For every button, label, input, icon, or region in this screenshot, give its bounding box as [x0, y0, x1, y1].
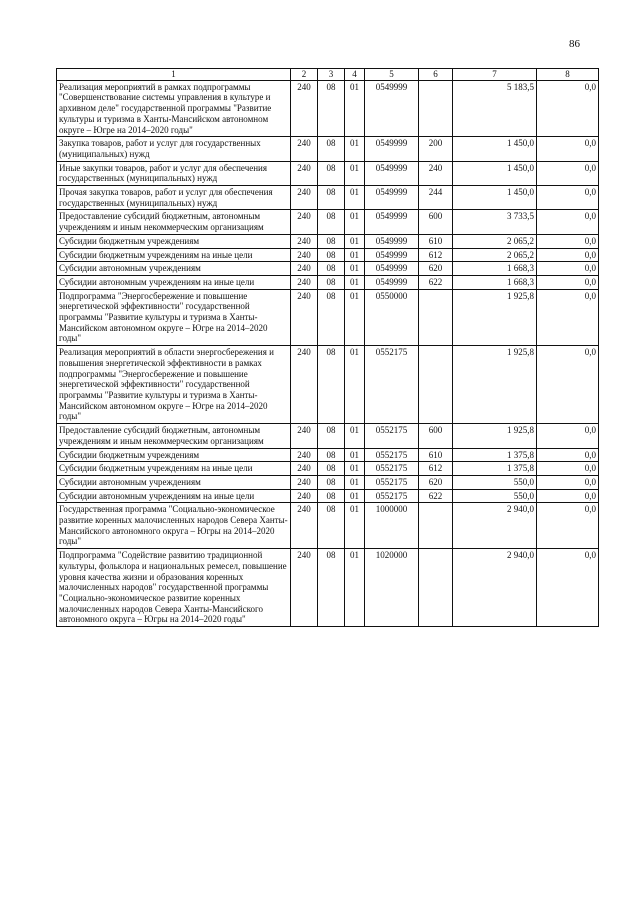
ministry-code-cell: 240 — [291, 289, 318, 346]
expense-type-cell — [419, 80, 453, 137]
target-article-cell: 0552175 — [365, 489, 419, 503]
amount-year-1-cell: 1 450,0 — [453, 161, 537, 185]
section-code-cell: 08 — [318, 186, 345, 210]
expense-type-cell — [419, 346, 453, 424]
subsection-code-cell: 01 — [345, 346, 365, 424]
table-row — [57, 424, 599, 448]
ministry-code-cell: 240 — [291, 80, 318, 137]
target-article-cell: 0549999 — [365, 137, 419, 161]
col-header-4: 4 — [345, 69, 365, 81]
section-code-cell: 08 — [318, 210, 345, 234]
ministry-code-cell: 240 — [291, 475, 318, 489]
table-row — [57, 210, 599, 234]
subsection-code-cell: 01 — [345, 248, 365, 262]
table-row — [57, 448, 599, 462]
ministry-code-cell: 240 — [291, 161, 318, 185]
budget-table — [56, 68, 599, 627]
expense-type-cell: 622 — [419, 489, 453, 503]
ministry-code-cell: 240 — [291, 186, 318, 210]
section-code-cell: 08 — [318, 503, 345, 549]
section-code-cell: 08 — [318, 248, 345, 262]
expense-type-cell: 610 — [419, 234, 453, 248]
row-name-cell: Реализация мероприятий в области энергосбережения и повышения энергетической эффективности в рамках подпрограммы "Энергосбережение и повышение энергетической эффективности" государственной программы "Развитие культуры и туризма в Ханты-Мансийском автономном округе – Югре на 2014–2020 годы" — [57, 346, 291, 424]
amount-year-2-cell: 0,0 — [537, 503, 599, 549]
row-name-cell: Иные закупки товаров, работ и услуг для обеспечения государственных (муниципальных) нужд — [57, 161, 291, 185]
ministry-code-cell: 240 — [291, 462, 318, 476]
table-row — [57, 262, 599, 276]
row-name-cell: Субсидии автономным учреждениям на иные цели — [57, 275, 291, 289]
section-code-cell: 08 — [318, 462, 345, 476]
amount-year-2-cell: 0,0 — [537, 549, 599, 627]
subsection-code-cell: 01 — [345, 503, 365, 549]
section-code-cell: 08 — [318, 289, 345, 346]
expense-type-cell — [419, 503, 453, 549]
subsection-code-cell: 01 — [345, 424, 365, 448]
amount-year-1-cell: 2 940,0 — [453, 503, 537, 549]
table-row — [57, 137, 599, 161]
amount-year-2-cell: 0,0 — [537, 186, 599, 210]
subsection-code-cell: 01 — [345, 475, 365, 489]
amount-year-2-cell: 0,0 — [537, 346, 599, 424]
subsection-code-cell: 01 — [345, 489, 365, 503]
target-article-cell: 0550000 — [365, 289, 419, 346]
target-article-cell: 0549999 — [365, 275, 419, 289]
table-row — [57, 462, 599, 476]
amount-year-2-cell: 0,0 — [537, 161, 599, 185]
table-row — [57, 186, 599, 210]
amount-year-2-cell: 0,0 — [537, 248, 599, 262]
table-row — [57, 549, 599, 627]
row-name-cell: Подпрограмма "Содействие развитию традиционной культуры, фольклора и национальных ремесел, повышение уровня качества жизни и образования коренных малочисленных народов" государственной программы "Социально-экономическое развитие коренных малочисленных народов Севера Ханты-Мансийского автономного округа – Югры на 2014–2020 годы" — [57, 549, 291, 627]
amount-year-1-cell: 1 450,0 — [453, 186, 537, 210]
target-article-cell: 0549999 — [365, 161, 419, 185]
target-article-cell: 0552175 — [365, 475, 419, 489]
col-header-1: 1 — [57, 69, 291, 81]
expense-type-cell: 620 — [419, 475, 453, 489]
amount-year-1-cell: 550,0 — [453, 475, 537, 489]
target-article-cell: 0549999 — [365, 248, 419, 262]
target-article-cell: 0552175 — [365, 448, 419, 462]
table-row — [57, 503, 599, 549]
row-name-cell: Государственная программа "Социально-экономическое развитие коренных малочисленных народов Севера Ханты-Мансийского автономного округа – Югры на 2014–2020 годы" — [57, 503, 291, 549]
amount-year-2-cell: 0,0 — [537, 448, 599, 462]
section-code-cell: 08 — [318, 275, 345, 289]
expense-type-cell: 622 — [419, 275, 453, 289]
row-name-cell: Субсидии бюджетным учреждениям на иные цели — [57, 462, 291, 476]
expense-type-cell: 600 — [419, 210, 453, 234]
subsection-code-cell: 01 — [345, 549, 365, 627]
table-row — [57, 489, 599, 503]
col-header-5: 5 — [365, 69, 419, 81]
ministry-code-cell: 240 — [291, 489, 318, 503]
row-name-cell: Субсидии автономным учреждениям — [57, 475, 291, 489]
section-code-cell: 08 — [318, 137, 345, 161]
subsection-code-cell: 01 — [345, 289, 365, 346]
section-code-cell: 08 — [318, 549, 345, 627]
expense-type-cell: 244 — [419, 186, 453, 210]
amount-year-1-cell: 1 375,8 — [453, 462, 537, 476]
expense-type-cell: 240 — [419, 161, 453, 185]
expense-type-cell: 600 — [419, 424, 453, 448]
amount-year-1-cell: 550,0 — [453, 489, 537, 503]
section-code-cell: 08 — [318, 161, 345, 185]
target-article-cell: 0549999 — [365, 210, 419, 234]
section-code-cell: 08 — [318, 262, 345, 276]
ministry-code-cell: 240 — [291, 424, 318, 448]
row-name-cell: Субсидии бюджетным учреждениям — [57, 448, 291, 462]
section-code-cell: 08 — [318, 346, 345, 424]
subsection-code-cell: 01 — [345, 275, 365, 289]
expense-type-cell — [419, 549, 453, 627]
expense-type-cell: 610 — [419, 448, 453, 462]
table-header-row — [57, 69, 599, 81]
ministry-code-cell: 240 — [291, 275, 318, 289]
amount-year-2-cell: 0,0 — [537, 475, 599, 489]
section-code-cell: 08 — [318, 448, 345, 462]
expense-type-cell — [419, 289, 453, 346]
target-article-cell: 0552175 — [365, 346, 419, 424]
row-name-cell: Предоставление субсидий бюджетным, автономным учреждениям и иным некоммерческим организациям — [57, 210, 291, 234]
amount-year-1-cell: 1 925,8 — [453, 346, 537, 424]
page-number: 86 — [569, 38, 580, 50]
amount-year-2-cell: 0,0 — [537, 489, 599, 503]
subsection-code-cell: 01 — [345, 234, 365, 248]
table-row — [57, 80, 599, 137]
amount-year-1-cell: 1 375,8 — [453, 448, 537, 462]
col-header-8: 8 — [537, 69, 599, 81]
amount-year-2-cell: 0,0 — [537, 80, 599, 137]
ministry-code-cell: 240 — [291, 346, 318, 424]
ministry-code-cell: 240 — [291, 503, 318, 549]
amount-year-1-cell: 3 733,5 — [453, 210, 537, 234]
target-article-cell: 0549999 — [365, 186, 419, 210]
subsection-code-cell: 01 — [345, 161, 365, 185]
target-article-cell: 0552175 — [365, 462, 419, 476]
subsection-code-cell: 01 — [345, 186, 365, 210]
amount-year-1-cell: 1 668,3 — [453, 275, 537, 289]
amount-year-2-cell: 0,0 — [537, 137, 599, 161]
amount-year-1-cell: 5 183,5 — [453, 80, 537, 137]
section-code-cell: 08 — [318, 424, 345, 448]
section-code-cell: 08 — [318, 80, 345, 137]
subsection-code-cell: 01 — [345, 462, 365, 476]
col-header-6: 6 — [419, 69, 453, 81]
row-name-cell: Подпрограмма "Энергосбережение и повышение энергетической эффективности" государственной программы "Развитие культуры и туризма в Ханты-Мансийском автономном округе – Югре на 2014–2020 годы" — [57, 289, 291, 346]
table-row — [57, 475, 599, 489]
col-header-2: 2 — [291, 69, 318, 81]
subsection-code-cell: 01 — [345, 137, 365, 161]
amount-year-1-cell: 1 668,3 — [453, 262, 537, 276]
amount-year-2-cell: 0,0 — [537, 424, 599, 448]
section-code-cell: 08 — [318, 475, 345, 489]
col-header-7: 7 — [453, 69, 537, 81]
table-row — [57, 161, 599, 185]
amount-year-1-cell: 1 450,0 — [453, 137, 537, 161]
ministry-code-cell: 240 — [291, 210, 318, 234]
table-row — [57, 346, 599, 424]
row-name-cell: Прочая закупка товаров, работ и услуг для обеспечения государственных (муниципальных) нужд — [57, 186, 291, 210]
amount-year-1-cell: 2 940,0 — [453, 549, 537, 627]
target-article-cell: 0549999 — [365, 234, 419, 248]
target-article-cell: 0552175 — [365, 424, 419, 448]
subsection-code-cell: 01 — [345, 448, 365, 462]
target-article-cell: 1000000 — [365, 503, 419, 549]
expense-type-cell: 620 — [419, 262, 453, 276]
amount-year-2-cell: 0,0 — [537, 234, 599, 248]
row-name-cell: Субсидии бюджетным учреждениям — [57, 234, 291, 248]
table-row — [57, 289, 599, 346]
table-row — [57, 248, 599, 262]
table-row — [57, 275, 599, 289]
col-header-3: 3 — [318, 69, 345, 81]
amount-year-2-cell: 0,0 — [537, 275, 599, 289]
ministry-code-cell: 240 — [291, 234, 318, 248]
target-article-cell: 0549999 — [365, 262, 419, 276]
amount-year-2-cell: 0,0 — [537, 462, 599, 476]
target-article-cell: 1020000 — [365, 549, 419, 627]
section-code-cell: 08 — [318, 489, 345, 503]
table-row — [57, 234, 599, 248]
amount-year-2-cell: 0,0 — [537, 289, 599, 346]
amount-year-1-cell: 1 925,8 — [453, 424, 537, 448]
amount-year-2-cell: 0,0 — [537, 210, 599, 234]
subsection-code-cell: 01 — [345, 262, 365, 276]
section-code-cell: 08 — [318, 234, 345, 248]
ministry-code-cell: 240 — [291, 248, 318, 262]
target-article-cell: 0549999 — [365, 80, 419, 137]
subsection-code-cell: 01 — [345, 210, 365, 234]
ministry-code-cell: 240 — [291, 137, 318, 161]
amount-year-1-cell: 2 065,2 — [453, 234, 537, 248]
expense-type-cell: 612 — [419, 462, 453, 476]
expense-type-cell: 200 — [419, 137, 453, 161]
amount-year-2-cell: 0,0 — [537, 262, 599, 276]
row-name-cell: Реализация мероприятий в рамках подпрограммы "Совершенствование системы управления в культуре и архивном деле" государственной программы "Развитие культуры и туризма в Ханты-Мансийском автономном округе – Югре на 2014–2020 годы" — [57, 80, 291, 137]
row-name-cell: Закупка товаров, работ и услуг для государственных (муниципальных) нужд — [57, 137, 291, 161]
row-name-cell: Субсидии автономным учреждениям на иные цели — [57, 489, 291, 503]
row-name-cell: Субсидии автономным учреждениям — [57, 262, 291, 276]
row-name-cell: Предоставление субсидий бюджетным, автономным учреждениям и иным некоммерческим организациям — [57, 424, 291, 448]
ministry-code-cell: 240 — [291, 262, 318, 276]
ministry-code-cell: 240 — [291, 448, 318, 462]
amount-year-1-cell: 2 065,2 — [453, 248, 537, 262]
amount-year-1-cell: 1 925,8 — [453, 289, 537, 346]
ministry-code-cell: 240 — [291, 549, 318, 627]
subsection-code-cell: 01 — [345, 80, 365, 137]
row-name-cell: Субсидии бюджетным учреждениям на иные цели — [57, 248, 291, 262]
expense-type-cell: 612 — [419, 248, 453, 262]
